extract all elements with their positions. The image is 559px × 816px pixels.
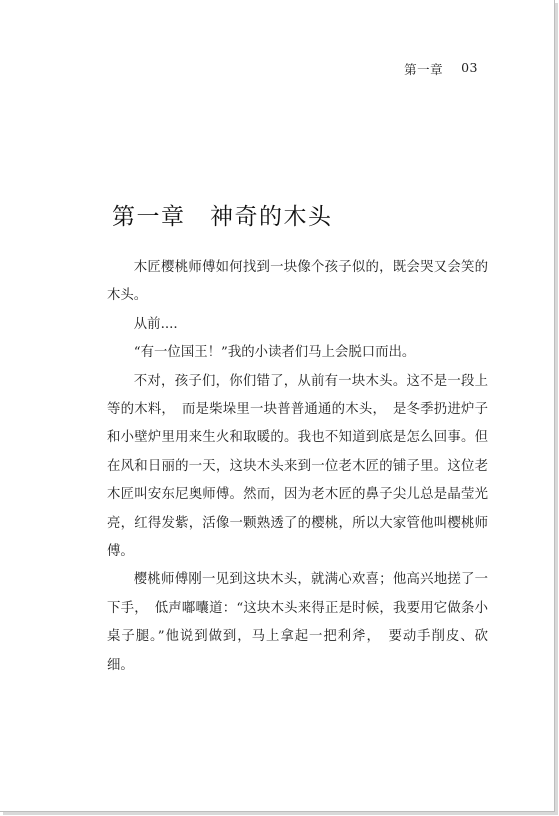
paragraph: 从前.... bbox=[133, 316, 178, 332]
paragraph: 木匠樱桃师傅如何找到一块像个孩子似的，既会哭又会笑的木头。 bbox=[107, 260, 488, 304]
header-page-number: 03 bbox=[461, 60, 478, 75]
paragraph: 樱桃师傅刚一见到这块木头，就满心欢喜；他高兴地搓了一下手， 低声嘟囔道：“这块木头来得正是时候，我要用它做条小桌子腿。”他说到做到，马上拿起一把利斧， 要动手削皮、砍细。 bbox=[107, 572, 488, 673]
header-chapter: 第一章 bbox=[404, 62, 444, 77]
paragraph: “有一位国王！”我的小读者们马上会脱口而出。 bbox=[133, 345, 416, 361]
chapter-title: 第一章 神奇的木头 bbox=[112, 204, 333, 230]
paragraph: 不对，孩子们，你们错了，从前有一块木头。这不是一段上等的木料， 而是柴垛里一块普普通通的木头， 是冬季扔进炉子和小壁炉里用来生火和取暖的。我也不知道到底是怎么回事。但在风和日丽的一天，这块木头来到一位老木匠的铺子里。这位老木匠叫安东尼奥师傅。然而，因为老木匠的鼻子尖儿总是晶莹光亮，红得发紫，活像一颗熟透了的樱桃，所以大家管他叫樱桃师傅。 bbox=[107, 373, 488, 560]
running-header bbox=[404, 60, 478, 78]
body-text bbox=[107, 254, 488, 680]
